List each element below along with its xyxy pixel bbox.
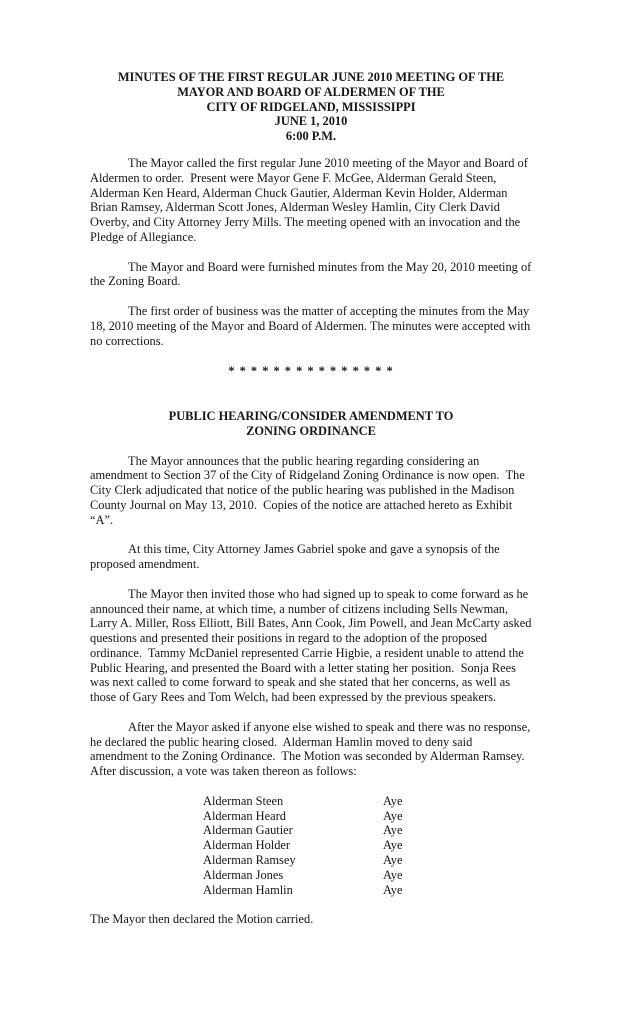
paragraph-attorney-synopsis: At this time, City Attorney James Gabriel spoke and gave a synopsis of the proposed amendment. — [90, 542, 503, 572]
section-heading-line: PUBLIC HEARING/CONSIDER AMENDMENT TO — [168, 409, 454, 424]
vote-alderman-name: Alderman Ramsey — [203, 853, 296, 868]
vote-value: Aye — [383, 838, 403, 853]
vote-value: Aye — [383, 808, 403, 823]
paragraph-motion-to-deny: After the Mayor asked if anyone else wished to speak and there was no response, he declared the public hearing closed. Alderman Hamlin moved to deny said amendment to the Zoning Ordinance. The Motion was seconded by Alderman Ramsey. After discussion, a vote was taken thereon as follows: — [90, 719, 534, 779]
paragraph-hearing-open: The Mayor announces that the public hearing regarding considering an amendment to Section 37 of the City of Ridgeland Zoning Ordinance is now open. The City Clerk adjudicated that notice of the public hearing was published in the Madison County Journal on May 13, 2010. Copies of the notice are attached hereto as Exhibit “A”. — [90, 453, 528, 527]
title-line: 6:00 P.M. — [285, 129, 337, 144]
paragraph-citizen-speakers: The Mayor then invited those who had signed up to speak to come forward as he announced their name, at which time, a number of citizens including Sells Newman, Larry A. Miller, Ross Elliott, Bill Bates, Ann Cook, Jim Powell, and Jean McCarty asked questions and presented their positions in regard to the adoption of the proposed ordinance. Tammy McDaniel represented Carrie Higbie, a resident unable to attend the Public Hearing, and presented the Board with a letter stating her position. Sonja Rees was next called to come forward to speak and she stated that her concerns, as well as those of Gary Rees and Tom Welch, had been expressed by the previous speakers. — [90, 586, 535, 705]
vote-alderman-name: Alderman Heard — [203, 808, 286, 823]
section-heading-line: ZONING ORDINANCE — [246, 423, 376, 438]
vote-alderman-name: Alderman Hamlin — [203, 882, 293, 897]
vote-row — [203, 794, 532, 809]
vote-value: Aye — [383, 882, 403, 897]
section-separator: * * * * * * * * * * * * * * * — [228, 364, 394, 379]
vote-value: Aye — [383, 853, 403, 868]
vote-row — [203, 809, 532, 824]
vote-alderman-name: Alderman Holder — [203, 838, 291, 853]
paragraph-call-to-order: The Mayor called the first regular June 2010 meeting of the Mayor and Board of Aldermen to order. Present were Mayor Gene F. McGee, Alderman Gerald Steen, Alderman Ken Heard, Alderman Chuck Gautier, Alderman Kevin Holder, Alderman Brian Ramsey, Alderman Scott Jones, Alderman Wesley Hamlin, City Clerk David Overby, and City Attorney Jerry Mills. The meeting opened with an invocation and the Pledge of Allegiance. — [90, 155, 531, 244]
vote-row — [203, 868, 532, 883]
vote-value: Aye — [383, 793, 403, 808]
vote-value: Aye — [383, 867, 403, 882]
vote-row — [203, 883, 532, 898]
paragraph-accept-minutes: The first order of business was the matter of accepting the minutes from the May 18, 2010 meeting of the Mayor and Board of Aldermen. The minutes were accepted with no corrections. — [90, 303, 534, 348]
paragraph-motion-carried: The Mayor then declared the Motion carried. — [90, 912, 314, 927]
title-line: JUNE 1, 2010 — [274, 114, 348, 129]
title-line: MINUTES OF THE FIRST REGULAR JUNE 2010 MEETING OF THE — [117, 70, 505, 84]
vote-alderman-name: Alderman Steen — [203, 793, 284, 808]
title-line: MAYOR AND BOARD OF ALDERMEN OF THE — [177, 84, 445, 99]
vote-alderman-name: Alderman Jones — [203, 867, 284, 882]
document-title — [90, 70, 532, 144]
vote-row — [203, 838, 532, 853]
paragraph-zoning-board-minutes: The Mayor and Board were furnished minutes from the May 20, 2010 meeting of the Zoning Board. — [90, 259, 535, 289]
section-heading — [90, 409, 532, 439]
vote-row — [203, 823, 532, 838]
vote-value: Aye — [383, 823, 403, 838]
vote-alderman-name: Alderman Gautier — [203, 823, 293, 838]
vote-table — [203, 794, 532, 898]
vote-row — [203, 853, 532, 868]
title-line: CITY OF RIDGELAND, MISSISSIPPI — [206, 99, 416, 114]
